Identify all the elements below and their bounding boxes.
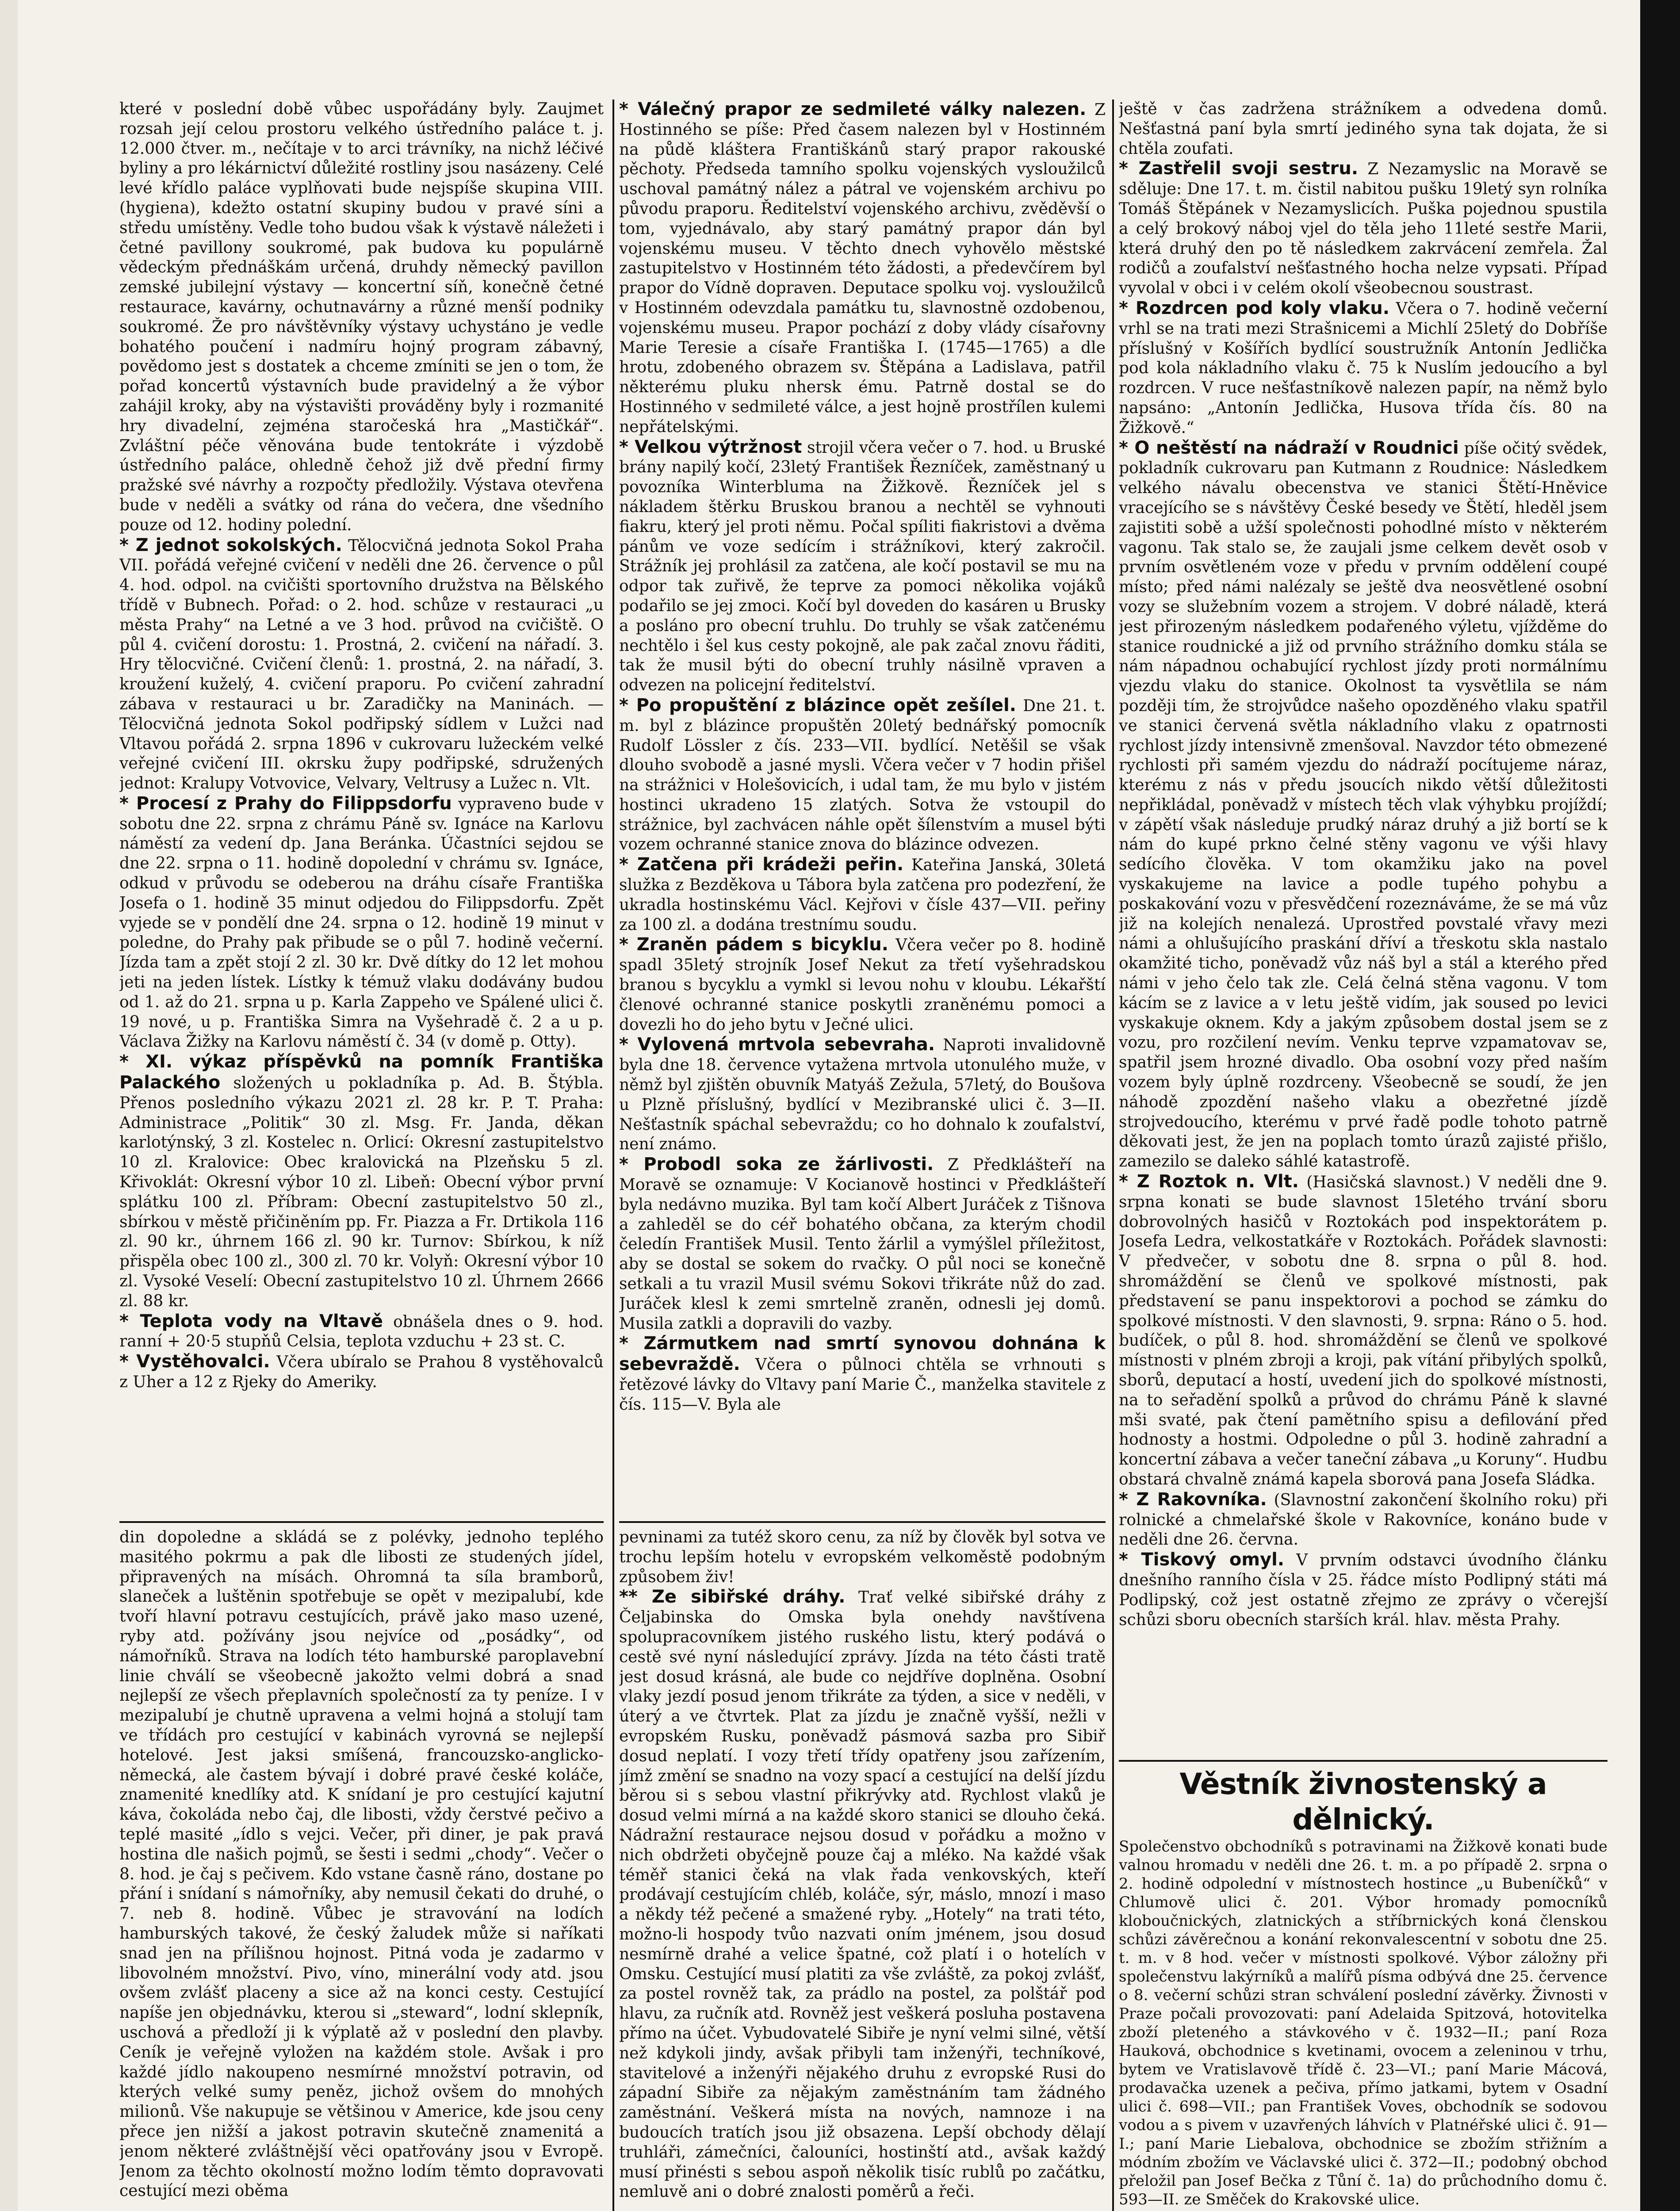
heading-theft: * Zatčena při krádeži peřin. bbox=[619, 854, 904, 875]
article-theft: Kateřina Janská, 30letá služka z Bezděkova u Tábora byla zatčena pro podezření, že ukradla hostinskému Václ. Kejřovi v čísle 437—VII. peřiny za 100 zl. a dodána trestnímu soudu. bbox=[619, 856, 1106, 934]
article-hamburg-ships-continued: din dopoledne a skládá se z polévky, jednoho teplého masitého pokrmu a pak dle libosti ze studených jídel, připravených na mísách. Ohromná ta síla bramborů, slaneček a luštěnin spotřebuje se opět v mezipalubí, kde tvoří hlavní potravu cestujících, právě jako maso uzené, ryby atd. požívány jsou nejvíce od „posádky“, od námořníků. Strava na lodích této hamburské paroplavební linie chválí se všeobecně jakožto velmi dobrá a snad nejlepší ze všech přeplavních společností za ty peníze. I v mezipalubí je chutně upravena a velmi hojná a stolují tam ve třídách pro cestující v kabinách vyrovná se nejlepší hotelové. Jest jaksi smíšená, francouzsko-anglicko-německá, ale častem bývají i dobré pravé české koláče, znamenité knedlíky atd. K snídaní je pro cestující kajutní káva, čokoláda nebo čaj, dle libosti, vždy čerstvé pečivo a teplé masité „ídlo s vejci. Večer, při diner, je pak pravá hostina dle našich pojmů, se šesti i sedmi „chody“. Večer o 8. hod. je čaj s pečivem. Kdo vstane časně ráno, dostane po přání i snídaní s námořníky, aby nemusil čekati do druhé, o 7. neb 8. hodině. Vůbec je stravování na lodích hamburských takové, že český žaludek může si naříkati snad jen na přílišnou hojnost. Pitná voda je zadarmo v libovolném množství. Pivo, víno, minerální vody atd. jsou ovšem zvlášť placeny a sice až na konci cesty. Cestující napíše jen objednávku, kterou si „steward“, lodní sklepník, uschová a předloží ji k výplatě až v poslední den plavby. Ceník je veřejně vyložen na každém stole. Avšak i pro každé jídlo nakoupeno nesmírné množství potravin, od kterých velké sumy peněz, jichož ovšem do mnohých milionů. Vše nakupuje se většinou v Americe, kde jsou ceny přece jen nižší a jakost potravin skutečně znamenitá a jenom některé zvláštnější věci opatřovány jsou v Evropě. Jenom za těchto okolností možno lodím těmto dopravovati cestující mezi oběma bbox=[119, 1528, 604, 2200]
heading-misprint: * Tiskový omyl. bbox=[1119, 1549, 1285, 1570]
heading-riot: * Velkou výtržnost bbox=[619, 436, 802, 457]
article-roztoky: (Hasičská slavnost.) V neděli dne 9. srpna konati se bude slavnost 15letého trvání sboru dobrovolných hasičů v Roztokách pod inspektorátem p. Josefa Ledra, velkostatkáře v Roztokách. Pořádek slavnosti: V předvečer, v sobotu dne 8. srpna o půl 8. hod. shromáždění se členů ve spolkové místnosti, pak představení se panu inspektorovi a pochod se zámku do spolkové místnosti. V den slavnosti, 9. srpna: Ráno o 5. hod. budíček, o půl 8. hod. shromáždění se členů ve spolkové místnosti v plném zbroji a kroji, pak vítání přibylých spolků, sborů, deputací a hostí, uvedení jich do spolkové místnosti, na to seřadění spolků a průvod do chrámu Páně k slavné mši svaté, pak čtení pamětního spisu a defilování před hodnosty a hostmi. Odpoledne o půl 3. hodině zahradní a koncertní zábava a večer taneční zábava „u Koruny“. Hudbu obstará chvalně známá kapela sborová pana Josefa Sládka. bbox=[1119, 1173, 1607, 1488]
article-ships-end: pevninami za tutéž skoro cenu, za níž by člověk byl sotva ve trochu lepším hotelu v evropském velkoměstě podobným způsobem živ! bbox=[619, 1528, 1106, 1586]
column-rule-2 bbox=[1112, 99, 1114, 2211]
article-grief-end: ještě v čas zadržena strážníkem a odvedena domů. Nešťastná paní byla smrtí jediného syna tak dojata, že si chtěla zoufati. bbox=[1119, 100, 1607, 158]
column-2-divider bbox=[619, 1521, 1106, 1523]
article-bicycle: Včera večer po 8. hodině spadl 35letý strojník Josef Nekut za třetí vyšehradskou branou s bycyklu a vymkl si levou nohu v kloubu. Lékařští členové ochranné stanice poskytli zraněnému pomoci a dovezli ho do jeho bytu v Ječné ulici. bbox=[619, 936, 1106, 1034]
article-train-death: Včera o 7. hodině večerní vrhl se na trati mezi Strašnicemi a Michlí 25letý do Dobříše příslušný v Košířích bydlící soustružník Antonín Jedlička pod kola nákladního vlaku č. 75 k Nuslím jedoucího a byl rozdrcen. V ruce nešťastníkově nalezen papír, na němž bylo napsáno: „Antonín Jedlička, Husova třída čís. 80 na Žižkově.“ bbox=[1119, 299, 1607, 437]
vestnik-text: Společenstvo obchodníků s potravinami na Žižkově konati bude valnou hromadu v neděli dne 26. t. m. a po případě 2. srpna o 2. hodině odpolední v místnostech hostince „u Bubeníčků“ v Chlumově ulici č. 201. Výbor hromady pomocníků kloboučnických, zlatnických a stříbrnických koná členskou schůzi závěrečnou a konání rekonvalescentní v sobotu dne 25. t. m. v 8 hod. večer v místnosti spolkové. Výbor záložny při společenstvu lakýrníků a malířů písma odbývá dne 25. července o 8. večerní schůzi stran schválení poslední závěrky. Živnosti v Praze počali provozovati: paní Adelaida Spitzová, hotovitelka zboží pleteného a stávkového v č. 1932—II.; paní Roza Hauková, obchodnice s kvetinami, ovocem a zeleninou v trhu, bytem ve Vratislavově třídě č. 23—VI.; paní Marie Mácová, prodavačka uzenek a pečiva, přímo jatkami, bytem v Osadní ulici č. 698—VII.; pan František Voves, obchodník se sodovou vodou a s pivem v uzavřených láhvích v Platnéřské ulici č. 91—I.; paní Marie Liebalova, obchodnice se zbožím střižním a módním zbožím ve Václavské ulici č. 372—II.; podobný obchod přeložil pan Josef Bečka z Tůní č. 1a) do průchodního domu č. 593—II. ze Směček do Krakovské ulice. bbox=[1119, 1838, 1607, 2208]
article-drowned: Naproti invalidovně byla dne 18. července vytažena mrtvola utonulého muže, v němž byl zjištěn obuvník Matyáš Zežula, 57letý, do Boušova u Plzně příslušný, bydlící v Mezibranské ulici č. 3—II. Nešťastník spáchal sebevraždu; co ho dohnalo k zoufalství, není známo. bbox=[619, 1036, 1106, 1154]
article-rakovnik: (Slavnostní zakončení školního roku) při rolnické a chmelařské škole v Rakovníce, konáno bude v neděli dne 26. června. bbox=[1119, 1491, 1607, 1549]
column-3 bbox=[1119, 99, 1607, 1749]
page-margin-left bbox=[0, 0, 18, 2211]
article-war-flag: Z Hostinného se píše: Před časem nalezen byl v Hostinném na půdě kláštera Františkánů starý prapor rakouské pěchoty. Předseda tamního spolku vojenských vysloužilců uschoval památný nález a pátral ve vojenském archivu po původu praporu. Ředitelství vojenského archivu, zvěděvší o tom, vyjednávalo, aby starý památný prapor dán byl vojenskému museu. V těchto dnech vyhovělo městské zastupitelstvo v Hostinném této žádosti, a předevčírem byl prapor do Vídně dopraven. Deputace spolku voj. vysloužilců v Hostinném odevzdala památku tu, slavnostně ozdobenou, vojenskému museu. Prapor pochází z doby vlády císařovny Marie Teresie a císaře Františka I. (1745—1765) a dle hrotu, zdobeného obrazem sv. Štěpána a Ladislava, patřil některému pluku nhersk ému. Patrně dostal se do Hostinného v sedmileté válce, a jest hojně prostřílen kulemi nepřátelskými. bbox=[619, 101, 1106, 436]
heading-procession: * Procesí z Prahy do Filippsdorfu bbox=[119, 793, 452, 814]
article-sokol: Tělocvičná jednota Sokol Praha VII. pořádá veřejné cvičení v neděli dne 26. července o půl 4. hod. odpol. na cvičišti sportovního družstva na Bělského třídě v Bubnech. Pořad: o 2. hod. schůze v restauraci „u města Prahy“ na Letné a ve 3 hod. průvod na cvičiště. O půl 4. cvičení dorostu: 1. Prostná, 2. cvičení na nářadí. 3. Hry tělocvičné. Cvičení členů: 1. prostná, 2. na nářadí, 3. kroužení kuželý, 4. cvičení praporu. Po cvičení zahradní zábava v restauraci u br. Zaradičky na Maninách. — Tělocvičná jednota Sokol podřipský sídlem v Lužci nad Vltavou pořádá 2. srpna 1896 v cukrovaru lužeckém velké veřejné cvičení III. okrsku župy podřipské, sdružených jednot: Kralupy Votvovice, Velvary, Veltrusy a Lužec n. Vlt. bbox=[119, 536, 604, 793]
heading-bicycle: * Zraněn pádem s bicyklu. bbox=[619, 934, 888, 955]
article-riot: strojil včera večer o 7. hod. u Bruské brány napilý kočí, 23letý František Řezníček, zaměstnaný u povozníka Winterbluma na Žižkově. Řezníček jel s nákladem štěrku Bruskou branou a nechtěl se vyhnouti fiakru, který jel proti němu. Počal spíliti fiakristovi a dvěma pánům ve voze sedícím i strážníkovi, který zakročil. Strážník jej prohlásil za zatčena, ale kočí postavil se mu na odpor tak zuřivě, že teprve za pomoci několika vojáků podařilo se jej zmoci. Kočí byl doveden do kasáren u Brusky a posláno pro obecní truhlu. Do truhly se však zatčenému nechtělo i šel kus cesty pokojně, ale pak začal znovu řáditi, tak že musil býti do obecní truhly násilně vpraven a odvezen na policejní ředitelství. bbox=[619, 438, 1106, 695]
vestnik-top-rule bbox=[1119, 1760, 1607, 1762]
article-exhibition-text: které v poslední době vůbec uspořádány byly. Zaujmet rozsah její celou prostoru velkého ústředního paláce t. j. 12.000 čtver. m., nečítaje v to arci trávníky, na nichž léčivé byliny a pro lékárnictví důležité rostliny jsou nasázeny. Celé levé křídlo paláce vyplňovati bude nejspíše skupina VIII. (hygiena), kdežto ostatní skupiny budou v pravé síni a středu umístěny. Vedle toho budou však k výstavě náležeti i četné pavillony soukromé, pak budova ku populárně vědeckým přednáškám určená, druhdy německý pavillon zemské jubilejní výstavy — koncertní síň, konečně četné restaurace, kavárny, ochutnavárny a různé menší podniky soukromé. Že pro návštěvníky výstavy uchystáno je vedle bohatého poučení i nadmíru hojný program zábavný, povědomo jest s dostatek a chceme zmíniti se jen o tom, že pořad koncertů výstavních bude pravidelný a že výbor zahájil kroky, aby na výstavišti prováděny byly i rozmanité hry divadelní, zejména staročeská hra „Mastičkář“. Zvláštní péče věnována bude tentokráte i výzdobě ústředního paláce, ohledně čehož již dvě přední firmy pražské své návrhy a rozpočty předložily. Výstava otevřena bude v neděli a svátky od rána do večera, dne všedního pouze od 12. hodiny polední. bbox=[119, 100, 604, 534]
heading-asylum: * Po propuštění z blázince opět zešílel. bbox=[619, 695, 1016, 715]
heading-jealousy: * Probodl soka ze žárlivosti. bbox=[619, 1154, 934, 1175]
heading-shooting: * Zastřelil svoji sestru. bbox=[1119, 158, 1359, 179]
heading-palacky-monument: * XI. výkaz příspěvků na pomník Františka Palackého bbox=[119, 1052, 604, 1093]
article-procession: vypraveno bude v sobotu dne 22. srpna z chrámu Páně sv. Ignáce na Karlovu náměstí za vedení dp. Jana Beránka. Účastníci sejdou se dne 22. srpna o 11. hodině dopolední v chrámu sv. Ignáce, odkud v průvodu se odeberou na dráhu císaře Františka Josefa o 1. hodině 35 minut odjedou do Filippsdorfu. Zpět vyjede se v pondělí dne 24. srpna o 12. hodině 19 minut v poledne, do Prahy pak přibude se o půl 7. hodině večerní. Jízda tam a zpět stojí 2 zl. 30 kr. Dvě dítky do 12 let mohou jeti na jeden lístek. Lístky k témuž vlaku dodávány budou od 1. až do 21. srpna u p. Karla Zappeho ve Spálené ulici č. 19 nové, u p. Františka Simra na Vyšehradě č. 2 a u p. Václava Žižky na Karlovu náměstí č. 34 (v domě p. Otty). bbox=[119, 795, 604, 1051]
column-1-upper bbox=[119, 99, 604, 1517]
heading-vltava-temperature: * Teplota vody na Vltavě bbox=[119, 1311, 383, 1331]
heading-emigrants: * Vystěhovalci. bbox=[119, 1351, 270, 1372]
scan-border-right bbox=[1640, 0, 1680, 2211]
article-emigrants: Včera ubíralo se Prahou 8 vystěhovalců z Uher a 12 z Rjeky do Ameriky. bbox=[119, 1353, 604, 1391]
article-asylum: Dne 21. t. m. byl z blázince propuštěn 20letý bednářský pomocník Rudolf Lössler z čís. 233—VII. bydlící. Netěšil se však dlouho svobodě a jasné mysli. Včera večer v 7 hodin přišel na strážnici v Holešovicích, i udal tam, že mu bylo v jistém hostinci ukradeno 15 zlatých. Sotva že vstoupil do strážnice, byl zachvácen náhle opět šílenstvím a musel býti vozem ochranné stanice znova do blázince odvezen. bbox=[619, 696, 1106, 854]
article-roudnice-accident: píše očitý svědek, pokladník cukrovaru pan Kutmann z Roudnice: Následkem velkého návalu obecenstva ve stanici Štětí-Hněvice vracejícího se s návštěvy České besedy ve Štětí, hleděl jsem zajistiti sobě a užší společnosti pohodlné místo v některém vagonu. Tak stalo se, že zaujali jsme celkem devět osob v prvním osvětleném voze v předu v prvním oddělení coupé místo; před námi nalézaly se ještě dva neosvětlené osobní vozy se služebním vozem a strojem. V dobré náladě, která jest přirozeným následkem podařeného výletu, vjížděme do stanice roudnické a již od prvního strážního domku stála se nám nápadnou ochabující rychlost jízdy proti normálnímu vjezdu vlaku do stanice. Okolnost ta vysvětlila se nám později tím, že strojvůdce našeho opozděného vlaku spatřil ve stanici červená světla nákladního vlaku z opatrnosti rychlost jízdy intensivně zmenšoval. Navzdor této obmezené rychlosti při samém vjezdu do nádraží pocítujeme náraz, kterému z nás v předu jsoucích nikdo větší důležitosti nepřikládal, poněvadž v místech těch vlak výhybku projíždí; v zápětí však následuje prudký náraz druhý a již bortí se k nám do kupé prkno čelné stěny vagonu ve výši hlavy sedícího člověka. V tom okamžiku jako na povel vyskakujeme na lavice a podle tupého pohybu a poskakování vozu v přesvědčení rozeznáváme, že se má vůz již na kolejích nenalezá. Uprostřed povstalé vřavy mezi námi a ohlušujícího praskání dříví a třeskotu skla nastalo okamžité ticho, poněvadž vůz náš byl a stál a kterého před námi v jeho čelo tak zle. Celá čelná stěna vagonu. V tom kácím se z lavice a v letu ještě vidím, jak soused po levici vyskakuje oknem. Kdy a jakým způsobem dostal jsem se z vozu, pro rozčilení nevím. Venku teprve vzpamatovav se, spatřil jsem hrozné divadlo. Oba osobní vozy před naším vozem byly úplně rozdrceny. Všeobecně se soudí, že jen náhodě zpozdění našeho vlaku a obezřetné jízdě strojvedoucího, kterému v prvé řadě podle tohoto patrně děkovati jest, že jen na poplach tomto úrazů zajisté přišlo, zamezilo se daleko sáhlé katastrofě. bbox=[1119, 439, 1607, 1171]
article-grief: Včera o půlnoci chtěla se vrhnouti s řetězové lávky do Vltavy paní Marie Č., manželka stavitele z čís. 115—V. Byla ale bbox=[619, 1356, 1106, 1414]
article-shooting: Z Nezamyslic na Moravě se sděluje: Dne 17. t. m. čistil nabitou pušku 19letý syn rolníka Tomáš Štěpánek v Nezamyslicích. Puška pojednou spustila a celý brokový náboj vjel do těla jeho 11leté sestře Marii, která druhý den po tě následkem zakrvácení zemřela. Žal rodičů a zoufalství nešťastného hocha nelze vypsati. Případ vyvolal v obci i v celém okolí všeobecnou soustrast. bbox=[1119, 160, 1607, 298]
column-2-upper bbox=[619, 99, 1106, 1517]
heading-roztoky: * Z Roztok n. Vlt. bbox=[1119, 1171, 1299, 1192]
heading-siberian-railway: ** Ze sibiřské dráhy. bbox=[619, 1587, 846, 1607]
column-rule-1 bbox=[612, 99, 614, 2211]
heading-roudnice-accident: * O neštěstí na nádraží v Roudnici bbox=[1119, 437, 1459, 458]
heading-sokol: * Z jednot sokolských. bbox=[119, 535, 342, 555]
heading-rakovnik: * Z Rakovníka. bbox=[1119, 1489, 1267, 1510]
article-jealousy: Z Předklášteří na Moravě se oznamuje: V Kocianově hostinci v Předklášteří byla nedávno muzika. Byl tam kočí Albert Juráček z Tišnova a zahleděl se do céř bohatého občana, za kterým chodil čeledín František Musil. Tento žárlil a vymýšlel příležitost, aby se dostal se sokem do rvačky. O půl noci se konečně setkali a tu vrazil Musil svému Sokovi třikráte nůž do zad. Juráček klesl k zemi smrtelně zraněn, odnesli jej domů. Musila zatkli a dopravili do vazby. bbox=[619, 1156, 1106, 1333]
column-1-divider bbox=[119, 1521, 604, 1523]
heading-train-death: * Rozdrcen pod koly vlaku. bbox=[1119, 298, 1390, 318]
column-2-lower bbox=[619, 1528, 1106, 2209]
article-misprint: V prvním odstavci úvodního článku dnešního ranního čísla v 25. řádce místo Podlipný státi má Podlipský, což jest ostatně zřejmo ze zprávy o včerejší schůzi sboru obecních starších král. hlav. města Prahy. bbox=[1119, 1551, 1607, 1629]
article-vltava-temperature: obnášela dnes o 9. hod. ranní + 20·5 stupňů Celsia, teplota vzduchu + 23 st. C. bbox=[119, 1312, 604, 1351]
vestnik-title: Věstník živnostenský a dělnický. bbox=[1179, 1767, 1547, 1836]
article-siberian-railway: Trať velké sibiřské dráhy z Čeljabinska do Omska byla onehdy navštívena spolupracovníkem jistého ruského listu, který podává o cestě své nyní následující zprávy. Jízda na této části tratě jest dosud krásná, ale bude co nejdříve doplněna. Osobní vlaky jezdí posud jenom třikráte za týden, a sice v neděli, v úterý a ve čtvrtek. Plat za jízdu je značně vyšší, nežli v evropském Rusku, poněvadž pásmová sazba pro Sibiř dosud neplatí. I vozy třetí třídy opatřeny jsou zařízením, jímž změní se snadno na vozy spací a cestující na delší jízdu běrou si s sebou vlastní přikrývky atd. Rychlost vlaků je dosud velmi mírná a na každé skoro stanici se dlouho čeká. Nádražní restaurace nejsou dosud v pořádku a možno v nich obdržeti obyčejně pouze čaj a mléko. Na každé však téměř stanici čeká na vlak řada venkovských, kteří prodávají cestujícím chléb, koláče, sýr, máslo, mnozí i maso a někdy též pečené a smažené ryby. „Hotely“ na trati této, možno-li hospody tvůo nazvati oním jménem, jsou dosud nesmírně drahé a velice špatné, což platí i o hotelích v Omsku. Cestující musí platiti za vše zvláště, za pokoj zvlášť, za postel rovněž tak, za prádlo na postel, za polštář pod hlavu, za ručník atd. Rovněž jest veškerá posluha postavena přímo na účet. Vybudovatelé Sibiře je nyní velmi silné, větší než kdykoli jindy, avšak přibyli tam inženýři, techníkové, stavitelové a inženýři nějakého druhu z evropské Rusi do západní Sibiře za nějakým zaměstnáním tam žádného zaměstnání. Veškerá místa na nových, namnoze i na budoucích tratích jsou již obsazena. Lepší obchody dělají truhláři, zámečníci, čalouníci, hostinští atd., avšak každý musí přinésti s sebou aspoň několik tisíc rublů po začátku, nemluvě ani o dobré znalosti poměrů a řeči. bbox=[619, 1588, 1106, 2201]
article-palacky-monument: složených u pokladníka p. Ad. B. Štýbla. Přenos posledního výkazu 2021 zl. 28 kr. P. T. Praha: Administrace „Politik“ 30 zl. Msg. Fr. Janda, děkan karlotýnský, 3 zl. Kostelec n. Orlicí: Okresní zastupitelstvo 10 zl. Kralovice: Obec kralovická na Plzeňsku 5 zl. Křivoklát: Okresní výbor 10 zl. Libeň: Obecní výbor první splátku 100 zl. Příbram: Obecní zastupitelstvo 50 zl., sbírkou v městě přičiněním pp. Fr. Piazza a Fr. Drtikola 116 zl. 90 kr., úhrnem 166 zl. 90 kr. Turnov: Sbírkou, k níž přispěla obec 100 zl., 300 zl. 70 kr. Volyň: Okresní výbor 10 zl. Vysoké Veselí: Obecní zastupitelstvo 10 zl. Úhrnem 2666 zl. 88 kr. bbox=[119, 1074, 604, 1310]
vestnik-section bbox=[1119, 1767, 1607, 2211]
heading-war-flag: * Válečný prapor ze sedmileté války nalezen. bbox=[619, 99, 1087, 119]
column-1-lower bbox=[119, 1528, 604, 2209]
heading-grief: * Zármutkem nad smrtí synovou dohnána k sebevraždě. bbox=[619, 1333, 1106, 1375]
heading-drowned: * Vylovená mrtvola sebevraha. bbox=[619, 1034, 935, 1055]
